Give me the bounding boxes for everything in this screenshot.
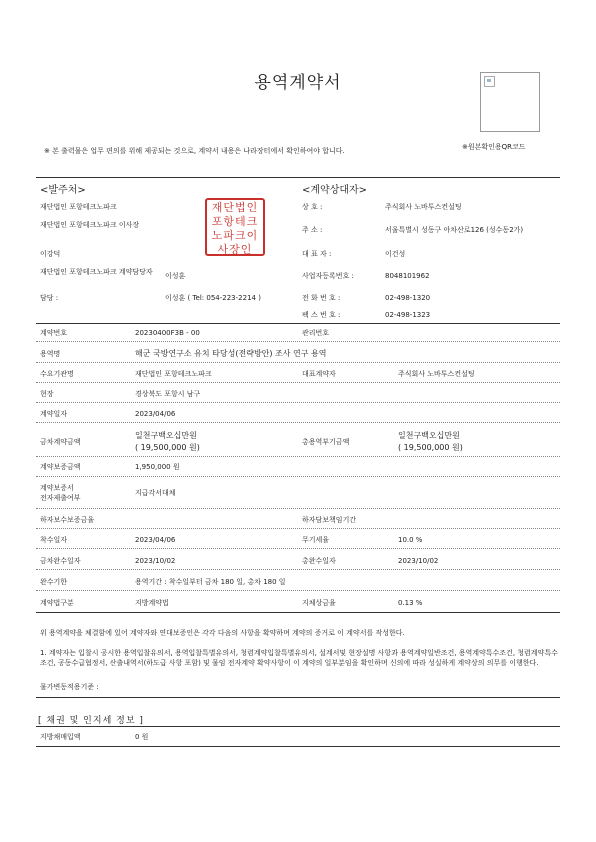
orderer-org: 재단법인 포항테크노파크: [40, 203, 117, 211]
row-divider: [36, 590, 560, 591]
seal-line: 사장인: [217, 243, 253, 256]
counterparty-heading: <계약상대자>: [302, 185, 368, 196]
tax-rate-value: 10.0 %: [398, 536, 423, 544]
divider: [36, 746, 560, 747]
bond-section-heading: [ 채권 및 인지세 정보 ]: [38, 716, 144, 726]
divider: [36, 726, 560, 727]
contract-amount-korean: 일천구백오십만원: [135, 431, 197, 440]
deadline-label: 완수기한: [40, 578, 68, 586]
row-divider: [36, 402, 560, 403]
contract-no-label: 계약번호: [40, 329, 68, 337]
counterparty-value: 02-498-1320: [385, 294, 431, 302]
row-divider: [36, 569, 560, 570]
total-completion-label: 총완수일자: [302, 557, 336, 565]
bond-value: 0 원: [135, 733, 149, 741]
orderer-contact-value: 이성훈 ( Tel: 054-223-2214 ): [165, 294, 261, 302]
document-title: 용역계약서: [254, 73, 342, 93]
price-adjust-text: 물가변동적용기준 :: [40, 683, 99, 691]
clause-text: 1. 계약자는 입찰시 공시한 용역입찰유의서, 용역입찰특별유의서, 청렴계약입찰특별유의서, 설계서및 현장설명 사항과 용역계약일반조건, 용역계약특수조건, 청렴계약특수조건, 공동수급협정서, 산출내역서(하도급 사항 포함) 및 물임 전자계약 확약사항이 이 계약의 일부분임을 확인하며 신의에 따라 성실하게 계약상의 의무를 이행한다.: [40, 649, 558, 667]
orderer-manager-name: 이성훈: [165, 272, 186, 280]
total-amount-korean: 일천구백오십만원: [398, 431, 460, 440]
divider: [36, 612, 560, 613]
divider: [36, 323, 560, 324]
rep-contractor-label: 대표계약자: [302, 370, 336, 378]
guarantee-value: 지급각서대체: [135, 489, 176, 497]
broken-image-icon: [484, 76, 495, 87]
orderer-head-title: 재단법인 포항테크노파크 이사장: [40, 221, 140, 229]
row-divider: [36, 382, 560, 383]
guarantee-label: 전자제출여부: [40, 494, 81, 502]
contract-date-value: 2023/04/06: [135, 410, 176, 418]
contract-date-label: 계약일자: [40, 410, 68, 418]
row-divider: [36, 456, 560, 457]
orderer-manager-title: 재단법인 포항테크노파크 계약담당자: [40, 268, 153, 276]
counterparty-value: 8048101962: [385, 272, 430, 280]
rep-contractor-value: 주식회사 노바투스컨설팅: [398, 370, 475, 378]
demand-org-label: 수요기관명: [40, 370, 74, 378]
seal-line: 포항테크: [211, 215, 259, 228]
total-amount-number: ( 19,500,000 원): [398, 443, 463, 452]
completion-date-label: 금차완수일자: [40, 557, 81, 565]
deposit-value: 1,950,000 원: [135, 463, 180, 471]
qr-caption: ※원본확인용QR코드: [462, 143, 526, 151]
contract-law-value: 지방계약법: [135, 599, 169, 607]
orderer-contact-label: 담당 :: [40, 294, 59, 302]
deadline-value: 용역기간 : 착수일부터 금차 180 일, 총차 180 일: [135, 578, 286, 586]
site-label: 현장: [40, 390, 54, 398]
counterparty-label: 전 화 번 호 :: [302, 294, 341, 302]
orderer-heading: <발주처>: [40, 185, 86, 196]
start-date-value: 2023/04/06: [135, 536, 176, 544]
row-divider: [36, 362, 560, 363]
counterparty-label: 주 소 :: [302, 226, 323, 234]
bond-label: 지방채매입액: [40, 733, 81, 741]
agreement-text: 위 용역계약을 체결함에 있어 계약자와 연대보증인은 각각 다음의 사항을 확약하며 계약의 증거로 이 계약서를 작성한다.: [40, 629, 405, 637]
counterparty-label: 사업자등록번호 :: [302, 272, 354, 280]
completion-date-value: 2023/10/02: [135, 557, 176, 565]
counterparty-label: 상 호 :: [302, 203, 323, 211]
defect-period-label: 하자담보책임기간: [302, 516, 357, 524]
demand-org-value: 재단법인 포항테크노파크: [135, 370, 212, 378]
counterparty-value: 서울특별시 성동구 아차산로126 (성수동2가): [385, 226, 524, 234]
orderer-head-name: 이강덕: [40, 250, 61, 258]
row-divider: [36, 528, 560, 529]
row-divider: [36, 422, 560, 423]
row-divider: [36, 508, 560, 509]
counterparty-value: 이건성: [385, 250, 406, 258]
divider: [36, 177, 560, 178]
start-date-label: 착수일자: [40, 536, 68, 544]
official-seal: [205, 198, 265, 256]
counterparty-label: 대 표 자 :: [302, 250, 332, 258]
penalty-rate-value: 0.13 %: [398, 599, 423, 607]
total-completion-value: 2023/10/02: [398, 557, 439, 565]
total-amount-label: 총용역부기금액: [302, 438, 350, 446]
row-divider: [36, 341, 560, 342]
contract-no-value: 20230400F3B - 00: [135, 329, 200, 337]
counterparty-label: 팩 스 번 호 :: [302, 311, 341, 319]
service-name-value: 해군 국방연구소 유치 타당성(전략방안) 조사 연구 용역: [135, 349, 327, 358]
service-name-label: 용역명: [40, 350, 61, 358]
defect-rate-label: 하자보수보증금율: [40, 516, 95, 524]
contract-law-label: 계약법구분: [40, 599, 74, 607]
row-divider: [36, 476, 560, 477]
row-divider: [36, 548, 560, 549]
divider: [36, 697, 560, 698]
seal-line: 노파크이: [211, 229, 259, 242]
guarantee-label: 계약보증서: [40, 484, 74, 492]
contract-amount-label: 금차계약금액: [40, 438, 81, 446]
penalty-rate-label: 지체상금율: [302, 599, 336, 607]
mgmt-no-label: 관리번호: [302, 329, 330, 337]
tax-rate-label: 무기세율: [302, 536, 330, 544]
counterparty-value: 주식회사 노바투스컨설팅: [385, 203, 462, 211]
counterparty-value: 02-498-1323: [385, 311, 431, 319]
deposit-label: 계약보증금액: [40, 463, 81, 471]
site-value: 경상북도 포항시 남구: [135, 390, 201, 398]
seal-line: 재단법인: [211, 201, 259, 214]
contract-amount-number: ( 19,500,000 원): [135, 443, 200, 452]
notice-text: ※ 본 출력물은 업무 편의를 위해 제공되는 것으로, 계약서 내용은 나라장터에서 확인하여야 합니다.: [44, 147, 345, 155]
